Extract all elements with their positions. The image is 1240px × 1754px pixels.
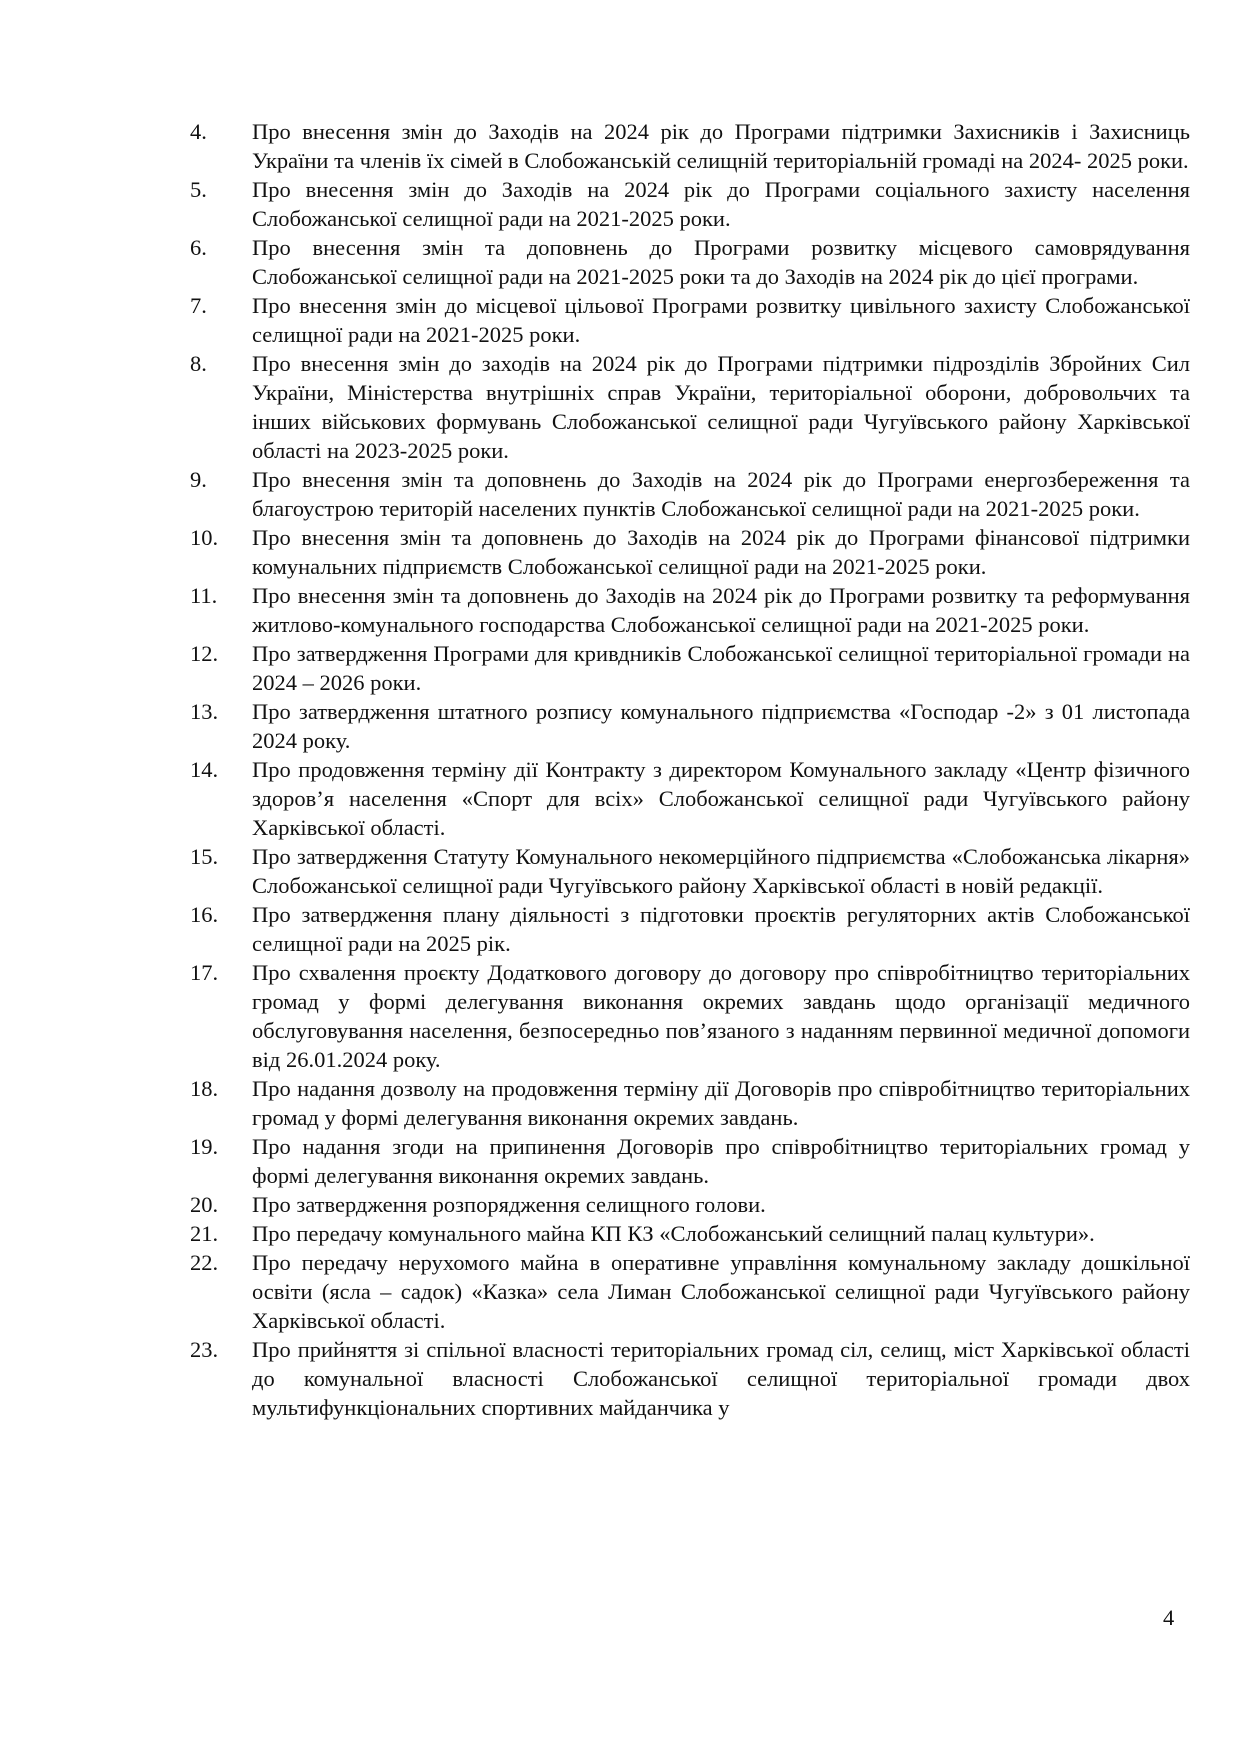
agenda-item-text: Про затвердження розпорядження селищного голови. xyxy=(252,1192,766,1217)
agenda-item-text: Про затвердження Програми для кривдників Слобожанської селищної територіальної громади на 2024 – 2026 роки. xyxy=(252,641,1190,695)
agenda-item-number: 11. xyxy=(190,583,218,608)
agenda-item-number: 9. xyxy=(190,467,207,492)
agenda-item-number: 14. xyxy=(190,757,219,782)
agenda-item-text: Про затвердження Статуту Комунального некомерційного підприємства «Слобожанська лікарня» Слобожанської селищної ради Чугуївського району Харківської області в новій редакції. xyxy=(252,844,1190,898)
agenda-item-text: Про внесення змін до заходів на 2024 рік до Програми підтримки підрозділів Збройних Сил України, Міністерства внутрішніх справ України, територіальної оборони, добровольчих та інших військових формувань Слобожанської селищної ради Чугуївського району Харківської області на 2023-2025 роки. xyxy=(252,351,1190,463)
agenda-item-number: 4. xyxy=(190,119,207,144)
agenda-item xyxy=(190,175,1190,233)
agenda-item-number: 16. xyxy=(190,902,219,927)
agenda-item-text: Про надання згоди на припинення Договорів про співробітництво територіальних громад у формі делегування виконання окремих завдань. xyxy=(252,1134,1190,1188)
agenda-item-text: Про внесення змін до місцевої цільової Програми розвитку цивільного захисту Слобожанської селищної ради на 2021-2025 роки. xyxy=(252,293,1190,347)
agenda-item xyxy=(190,697,1190,755)
agenda-item-text: Про схвалення проєкту Додаткового договору до договору про співробітництво територіальних громад у формі делегування виконання окремих завдань щодо організації медичного обслуговування населення, безпосередньо пов’язаного з наданням первинної медичної допомоги від 26.01.2024 року. xyxy=(252,960,1190,1072)
agenda-item-number: 19. xyxy=(190,1134,219,1159)
agenda-item-number: 8. xyxy=(190,351,207,376)
agenda-item xyxy=(190,639,1190,697)
agenda-item xyxy=(190,900,1190,958)
agenda-item-number: 12. xyxy=(190,641,219,666)
agenda-item-text: Про передачу нерухомого майна в оперативне управління комунальному закладу дошкільної освіти (ясла – садок) «Казка» села Лиман Слобожанської селищної ради Чугуївського району Харківської області. xyxy=(252,1250,1190,1333)
agenda-item xyxy=(190,1248,1190,1335)
agenda-item-number: 5. xyxy=(190,177,207,202)
agenda-item xyxy=(190,291,1190,349)
agenda-item xyxy=(190,117,1190,175)
agenda-item-text: Про продовження терміну дії Контракту з директором Комунального закладу «Центр фізичного здоров’я населення «Спорт для всіх» Слобожанської селищної ради Чугуївського району Харківської області. xyxy=(252,757,1190,840)
agenda-item-text: Про внесення змін та доповнень до Заходів на 2024 рік до Програми фінансової підтримки комунальних підприємств Слобожанської селищної ради на 2021-2025 роки. xyxy=(252,525,1190,579)
agenda-item-text: Про затвердження плану діяльності з підготовки проєктів регуляторних актів Слобожанської селищної ради на 2025 рік. xyxy=(252,902,1190,956)
agenda-item xyxy=(190,1335,1190,1422)
agenda-item-text: Про надання дозволу на продовження терміну дії Договорів про співробітництво територіальних громад у формі делегування виконання окремих завдань. xyxy=(252,1076,1190,1130)
agenda-item-number: 13. xyxy=(190,699,219,724)
agenda-item-text: Про передачу комунального майна КП КЗ «Слобожанський селищний палац культури». xyxy=(252,1221,1095,1246)
agenda-item-number: 23. xyxy=(190,1337,219,1362)
agenda-item-number: 21. xyxy=(190,1221,219,1246)
agenda-item xyxy=(190,842,1190,900)
page-number: 4 xyxy=(1163,1605,1175,1630)
agenda-item-text: Про прийняття зі спільної власності територіальних громад сіл, селищ, міст Харківської області до комунальної власності Слобожанської селищної територіальної громади двох мультифункціональних спортивних майданчика у xyxy=(252,1337,1190,1420)
agenda-item xyxy=(190,1219,1190,1248)
agenda-item-number: 18. xyxy=(190,1076,219,1101)
agenda-item xyxy=(190,465,1190,523)
agenda-item-number: 7. xyxy=(190,293,207,318)
agenda-item xyxy=(190,349,1190,465)
agenda-list xyxy=(190,117,1190,1422)
agenda-item xyxy=(190,233,1190,291)
agenda-item-text: Про внесення змін та доповнень до Заходів на 2024 рік до Програми розвитку та реформування житлово-комунального господарства Слобожанської селищної ради на 2021-2025 роки. xyxy=(252,583,1190,637)
agenda-item-number: 6. xyxy=(190,235,207,260)
agenda-item-text: Про внесення змін та доповнень до Програми розвитку місцевого самоврядування Слобожанської селищної ради на 2021-2025 роки та до Заходів на 2024 рік до цієї програми. xyxy=(252,235,1190,289)
agenda-item xyxy=(190,958,1190,1074)
agenda-item-text: Про внесення змін до Заходів на 2024 рік до Програми підтримки Захисників і Захисниць України та членів їх сімей в Слобожанській селищній територіальній громаді на 2024- 2025 роки. xyxy=(252,119,1190,173)
agenda-item-text: Про внесення змін до Заходів на 2024 рік до Програми соціального захисту населення Слобожанської селищної ради на 2021-2025 роки. xyxy=(252,177,1190,231)
agenda-item xyxy=(190,581,1190,639)
agenda-item-number: 17. xyxy=(190,960,219,985)
agenda-item xyxy=(190,1074,1190,1132)
agenda-item-number: 20. xyxy=(190,1192,219,1217)
agenda-item xyxy=(190,1190,1190,1219)
agenda-item-text: Про внесення змін та доповнень до Заходів на 2024 рік до Програми енергозбереження та благоустрою територій населених пунктів Слобожанської селищної ради на 2021-2025 роки. xyxy=(252,467,1190,521)
agenda-item xyxy=(190,755,1190,842)
agenda-item xyxy=(190,523,1190,581)
agenda-item-number: 10. xyxy=(190,525,219,550)
agenda-item-number: 15. xyxy=(190,844,219,869)
agenda-item-text: Про затвердження штатного розпису комунального підприємства «Господар -2» з 01 листопада 2024 року. xyxy=(252,699,1190,753)
agenda-item xyxy=(190,1132,1190,1190)
agenda-item-number: 22. xyxy=(190,1250,219,1275)
